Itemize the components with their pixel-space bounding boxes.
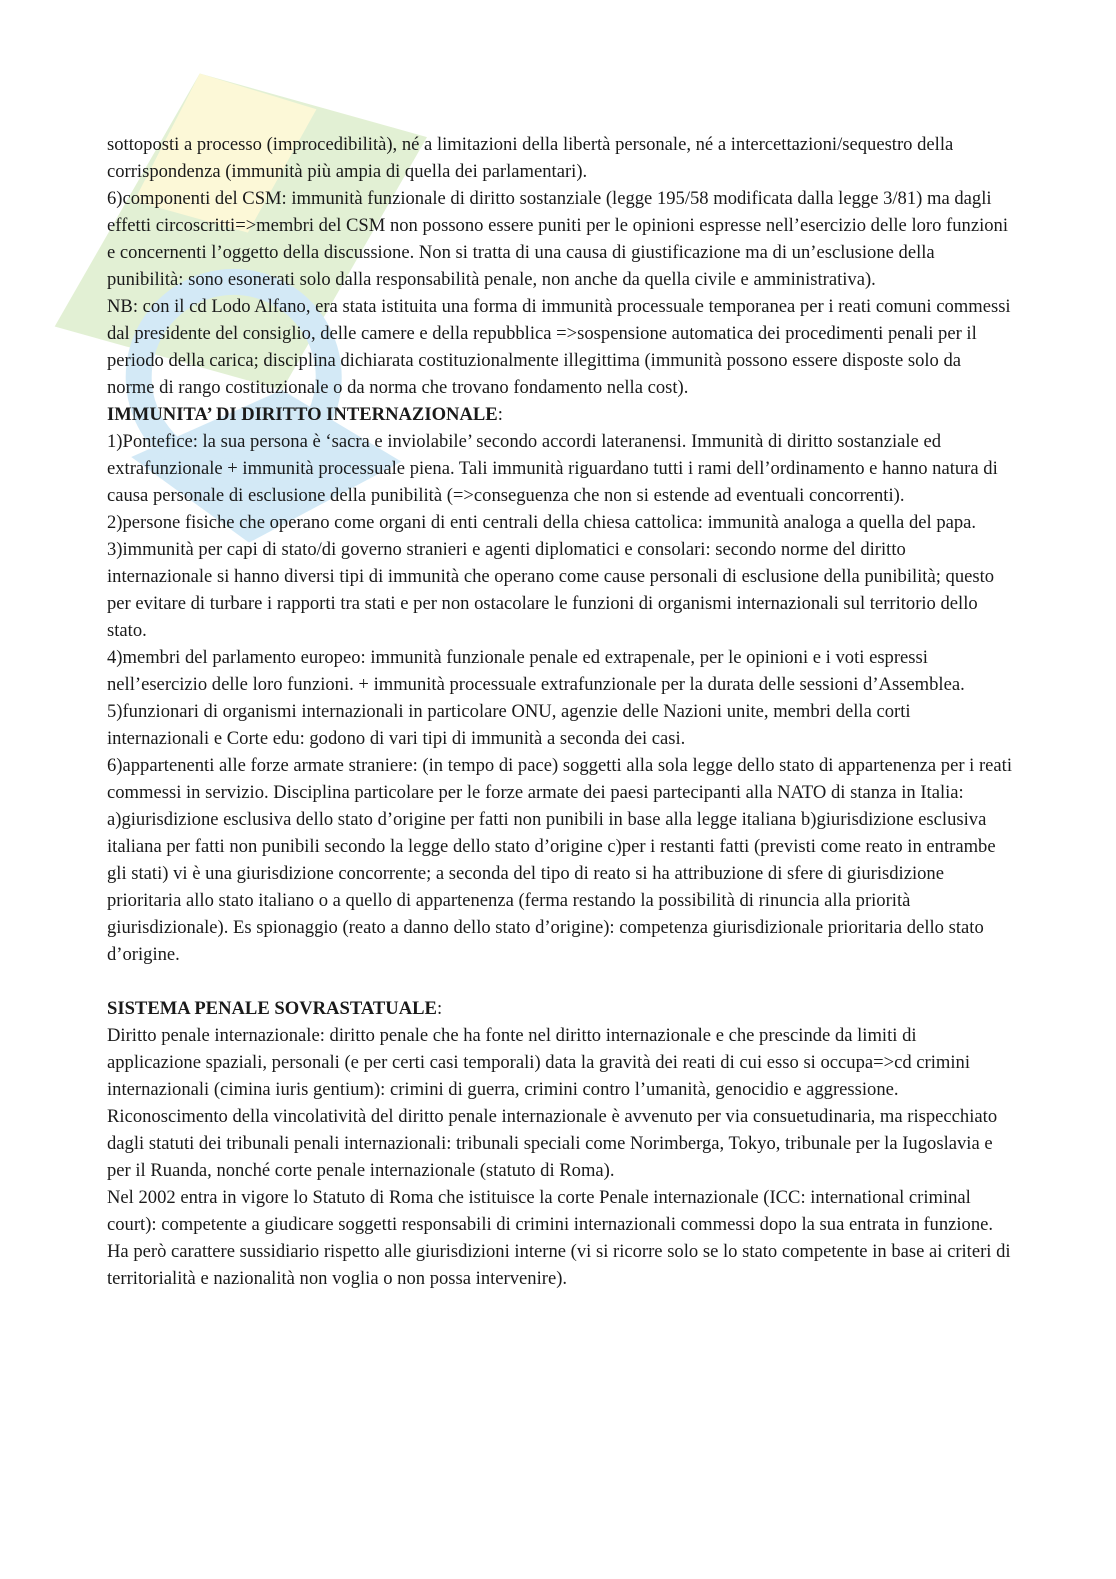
section-heading-immunita <box>107 401 1012 428</box>
heading-colon: : <box>436 998 443 1019</box>
paragraph-diritto-penale-internazionale: Diritto penale internazionale: diritto penale che ha fonte nel diritto internazionale e che prescinde da limiti di applicazione spaziali, personali (e per certi casi temporali) data la gravità dei reati di cui esso si occupa=>cd crimini internazionali (cimina iuris gentium): crimini di guerra, crimini contro l’umanità, genocidio e aggressione. <box>107 1025 971 1100</box>
paragraph-statuto-di-roma: Nel 2002 entra in vigore lo Statuto di Roma che istituisce la corte Penale internazionale (ICC: international criminal court): competente a giudicare soggetti responsabili di crimini internazionali commessi dopo la sua entrata in funzione. Ha però carattere sussidiario rispetto alle giurisdizioni interne (vi si ricorre solo se lo stato competente in base ai criteri di territorialità e nazionalità non voglia o non possa intervenire). <box>107 1187 1011 1289</box>
spacer <box>107 968 1012 995</box>
heading-text: SISTEMA PENALE SOVRASTATUALE <box>107 998 437 1019</box>
paragraph-continuation: sottoposti a processo (improcedibilità), né a limitazioni della libertà personale, né a intercettazioni/sequestro della corrispondenza (immunità più ampia di quella dei parlamentari). <box>107 134 954 182</box>
heading-text: IMMUNITA’ DI DIRITTO INTERNAZIONALE <box>107 404 498 425</box>
list-item-funzionari: 5)funzionari di organismi internazionali in particolare ONU, agenzie delle Nazioni unite, membri della corti internazionali e Corte edu: godono di vari tipi di immunità a seconda dei casi. <box>107 701 911 749</box>
paragraph-csm: 6)componenti del CSM: immunità funzionale di diritto sostanziale (legge 195/58 modificata dalla legge 3/81) ma dagli effetti circoscritti=>membri del CSM non possono essere puniti per le opinioni espresse nell’esercizio delle loro funzioni e concernenti l’oggetto della discussione. Non si tratta di una causa di giustificazione ma di un’esclusione della punibilità: sono esonerati solo dalla responsabilità penale, non anche da quella civile e amministrativa). <box>107 188 1009 290</box>
paragraph-riconoscimento: Riconoscimento della vincolatività del diritto penale internazionale è avvenuto per via consuetudinaria, ma rispecchiato dagli statuti dei tribunali penali internazionali: tribunali speciali come Norimberga, Tokyo, tribunale per la Iugoslavia e per il Ruanda, nonché corte penale internazionale (statuto di Roma). <box>107 1106 998 1181</box>
list-item-capi-di-stato: 3)immunità per capi di stato/di governo stranieri e agenti diplomatici e consolari: secondo norme del diritto internazionale si hanno diversi tipi di immunità che operano come cause personali di esclusione della punibilità; questo per evitare di turbare i rapporti tra stati e per non ostacolare le funzioni di organismi internazionali sul territorio dello stato. <box>107 539 995 641</box>
document-body <box>107 131 1012 1292</box>
list-item-pontefice: 1)Pontefice: la sua persona è ‘sacra e inviolabile’ secondo accordi lateranensi. Immunità di diritto sostanziale ed extrafunzionale + immunità processuale piena. Tali immunità riguardano tutti i rami dell’ordinamento e hanno natura di causa personale di esclusione della punibilità (=>conseguenza che non si estende ad eventuali concorrenti). <box>107 431 998 506</box>
list-item-chiesa: 2)persone fisiche che operano come organi di enti centrali della chiesa cattolica: immunità analoga a quella del papa. <box>107 512 977 533</box>
list-item-forze-armate: 6)appartenenti alle forze armate straniere: (in tempo di pace) soggetti alla sola legge dello stato di appartenenza per i reati commessi in servizio. Disciplina particolare per le forze armate dei paesi partecipanti alla NATO di stanza in Italia: a)giurisdizione esclusiva dello stato d’origine per fatti non punibili in base alla legge italiana b)giurisdizione esclusiva italiana per fatti non punibili secondo la legge dello stato d’origine c)per i restanti fatti (previsti come reato in entrambe gli stati) vi è una giurisdizione concorrente; a seconda del tipo di reato si ha attribuzione di sfere di giurisdizione prioritaria allo stato italiano o a quello di appartenenza (ferma restando la possibilità di rinuncia alla priorità giurisdizionale). Es spionaggio (reato a danno dello stato d’origine): competenza giurisdizionale prioritaria dello stato d’origine. <box>107 755 1013 965</box>
section-heading-sovrastatuale <box>107 995 1012 1022</box>
paragraph-lodo-alfano: NB: con il cd Lodo Alfano, era stata istituita una forma di immunità processuale temporanea per i reati comuni commessi dal presidente del consiglio, delle camere e della repubblica =>sospensione automatica dei procedimenti penali per il periodo della carica; disciplina dichiarata costituzionalmente illegittima (immunità possono essere disposte solo da norme di rango costituzionale o da norma che trovano fondamento nella cost). <box>107 296 1011 398</box>
list-item-parlamento-europeo: 4)membri del parlamento europeo: immunità funzionale penale ed extrapenale, per le opinioni e i voti espressi nell’esercizio delle loro funzioni. + immunità processuale extrafunzionale per la durata delle sessioni d’Assemblea. <box>107 647 965 695</box>
heading-colon: : <box>497 404 503 425</box>
